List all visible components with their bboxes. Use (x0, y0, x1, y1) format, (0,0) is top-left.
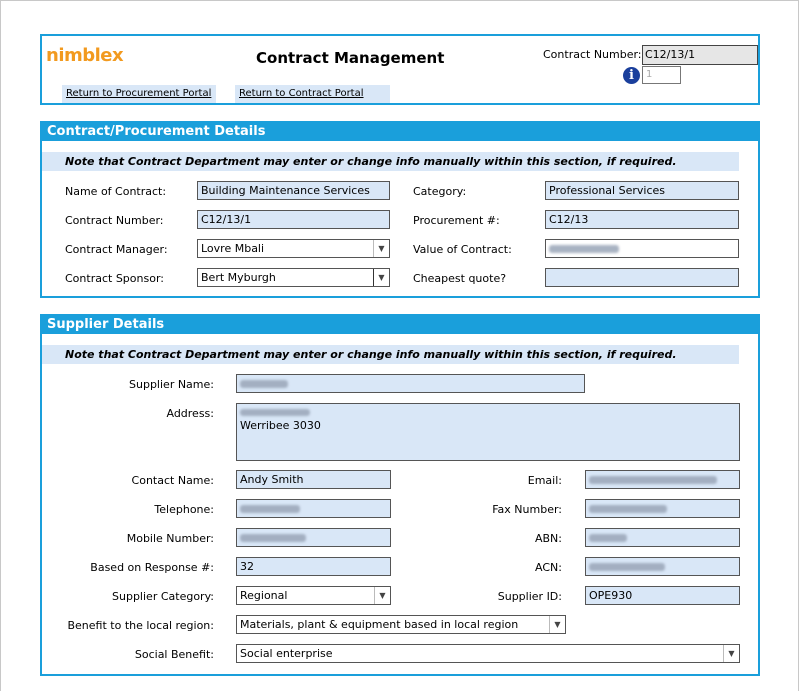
abn-field[interactable] (585, 528, 740, 547)
email-label: Email: (527, 474, 562, 487)
chevron-down-icon[interactable]: ▼ (374, 587, 390, 604)
header-contract-number-label: Contract Number: (543, 48, 642, 61)
mobile-field[interactable] (236, 528, 391, 547)
supplier-section-heading: Supplier Details (42, 316, 758, 334)
version-field[interactable]: 1 (642, 66, 681, 84)
contract-sponsor-label: Contract Sponsor: (65, 272, 164, 285)
supplier-category-select[interactable] (236, 586, 391, 605)
telephone-field[interactable] (236, 499, 391, 518)
contract-manager-value: Lovre Mbali (201, 242, 265, 255)
contract-value-field[interactable] (545, 239, 739, 258)
fax-field[interactable] (585, 499, 740, 518)
redacted-value (240, 380, 288, 388)
redacted-value (589, 505, 667, 513)
contract-value-label: Value of Contract: (413, 243, 512, 256)
contract-name-field[interactable]: Building Maintenance Services (197, 181, 390, 200)
chevron-down-icon[interactable]: ▼ (373, 240, 389, 257)
redacted-value (589, 563, 665, 571)
social-benefit-select[interactable] (236, 644, 740, 663)
cheapest-quote-field[interactable] (545, 268, 739, 287)
chevron-down-icon[interactable]: ▼ (549, 616, 565, 633)
supplier-name-field[interactable] (236, 374, 585, 393)
telephone-label: Telephone: (154, 503, 214, 516)
mobile-label: Mobile Number: (126, 532, 214, 545)
contract-details-section (40, 121, 760, 298)
header-contract-number-field[interactable]: C12/13/1 (642, 45, 758, 65)
benefit-local-value: Materials, plant & equipment based in local region (240, 618, 519, 631)
benefit-local-select[interactable] (236, 615, 566, 634)
return-to-procurement-link[interactable]: Return to Procurement Portal (62, 85, 216, 103)
nimblex-logo: nimblex (46, 45, 124, 66)
contract-sponsor-select[interactable] (197, 268, 390, 287)
contract-manager-label: Contract Manager: (65, 243, 168, 256)
contract-number-field[interactable]: C12/13/1 (197, 210, 390, 229)
address-label: Address: (166, 407, 214, 420)
contract-section-heading: Contract/Procurement Details (42, 123, 758, 141)
contract-manager-select[interactable] (197, 239, 390, 258)
contract-section-note: Note that Contract Department may enter or change info manually within this section, if required. (42, 152, 739, 171)
category-field[interactable]: Professional Services (545, 181, 739, 200)
procurement-number-field[interactable]: C12/13 (545, 210, 739, 229)
redacted-value (240, 409, 310, 416)
redacted-value (549, 245, 619, 253)
cheapest-quote-label: Cheapest quote? (413, 272, 507, 285)
procurement-number-label: Procurement #: (413, 214, 500, 227)
supplier-details-section (40, 314, 760, 676)
chevron-down-icon[interactable]: ▼ (723, 645, 739, 662)
header-panel (40, 34, 760, 105)
acn-field[interactable] (585, 557, 740, 576)
supplier-category-label: Supplier Category: (112, 590, 214, 603)
address-line-2: Werribee 3030 (240, 419, 321, 432)
return-to-contract-link[interactable]: Return to Contract Portal (235, 85, 390, 103)
redacted-value (240, 534, 306, 542)
contact-name-label: Contact Name: (131, 474, 214, 487)
response-number-field[interactable]: 32 (236, 557, 391, 576)
redacted-value (240, 505, 300, 513)
info-icon[interactable]: i (623, 67, 640, 84)
supplier-category-value: Regional (240, 589, 288, 602)
supplier-section-note: Note that Contract Department may enter or change info manually within this section, if required. (42, 345, 739, 364)
contact-name-field[interactable]: Andy Smith (236, 470, 391, 489)
social-benefit-label: Social Benefit: (134, 648, 214, 661)
redacted-value (589, 476, 717, 484)
supplier-id-field[interactable]: OPE930 (585, 586, 740, 605)
fax-label: Fax Number: (492, 503, 562, 516)
email-field[interactable] (585, 470, 740, 489)
chevron-down-icon[interactable]: ▼ (373, 269, 389, 286)
benefit-local-label: Benefit to the local region: (67, 619, 214, 632)
redacted-value (589, 534, 627, 542)
response-number-label: Based on Response #: (90, 561, 214, 574)
social-benefit-value: Social enterprise (240, 647, 333, 660)
page-title: Contract Management (256, 49, 445, 67)
category-label: Category: (413, 185, 467, 198)
address-field[interactable] (236, 403, 740, 461)
supplier-id-label: Supplier ID: (497, 590, 562, 603)
contract-number-label: Contract Number: (65, 214, 164, 227)
acn-label: ACN: (535, 561, 562, 574)
supplier-name-label: Supplier Name: (129, 378, 214, 391)
contract-sponsor-value: Bert Myburgh (201, 271, 276, 284)
contract-name-label: Name of Contract: (65, 185, 167, 198)
abn-label: ABN: (534, 532, 562, 545)
